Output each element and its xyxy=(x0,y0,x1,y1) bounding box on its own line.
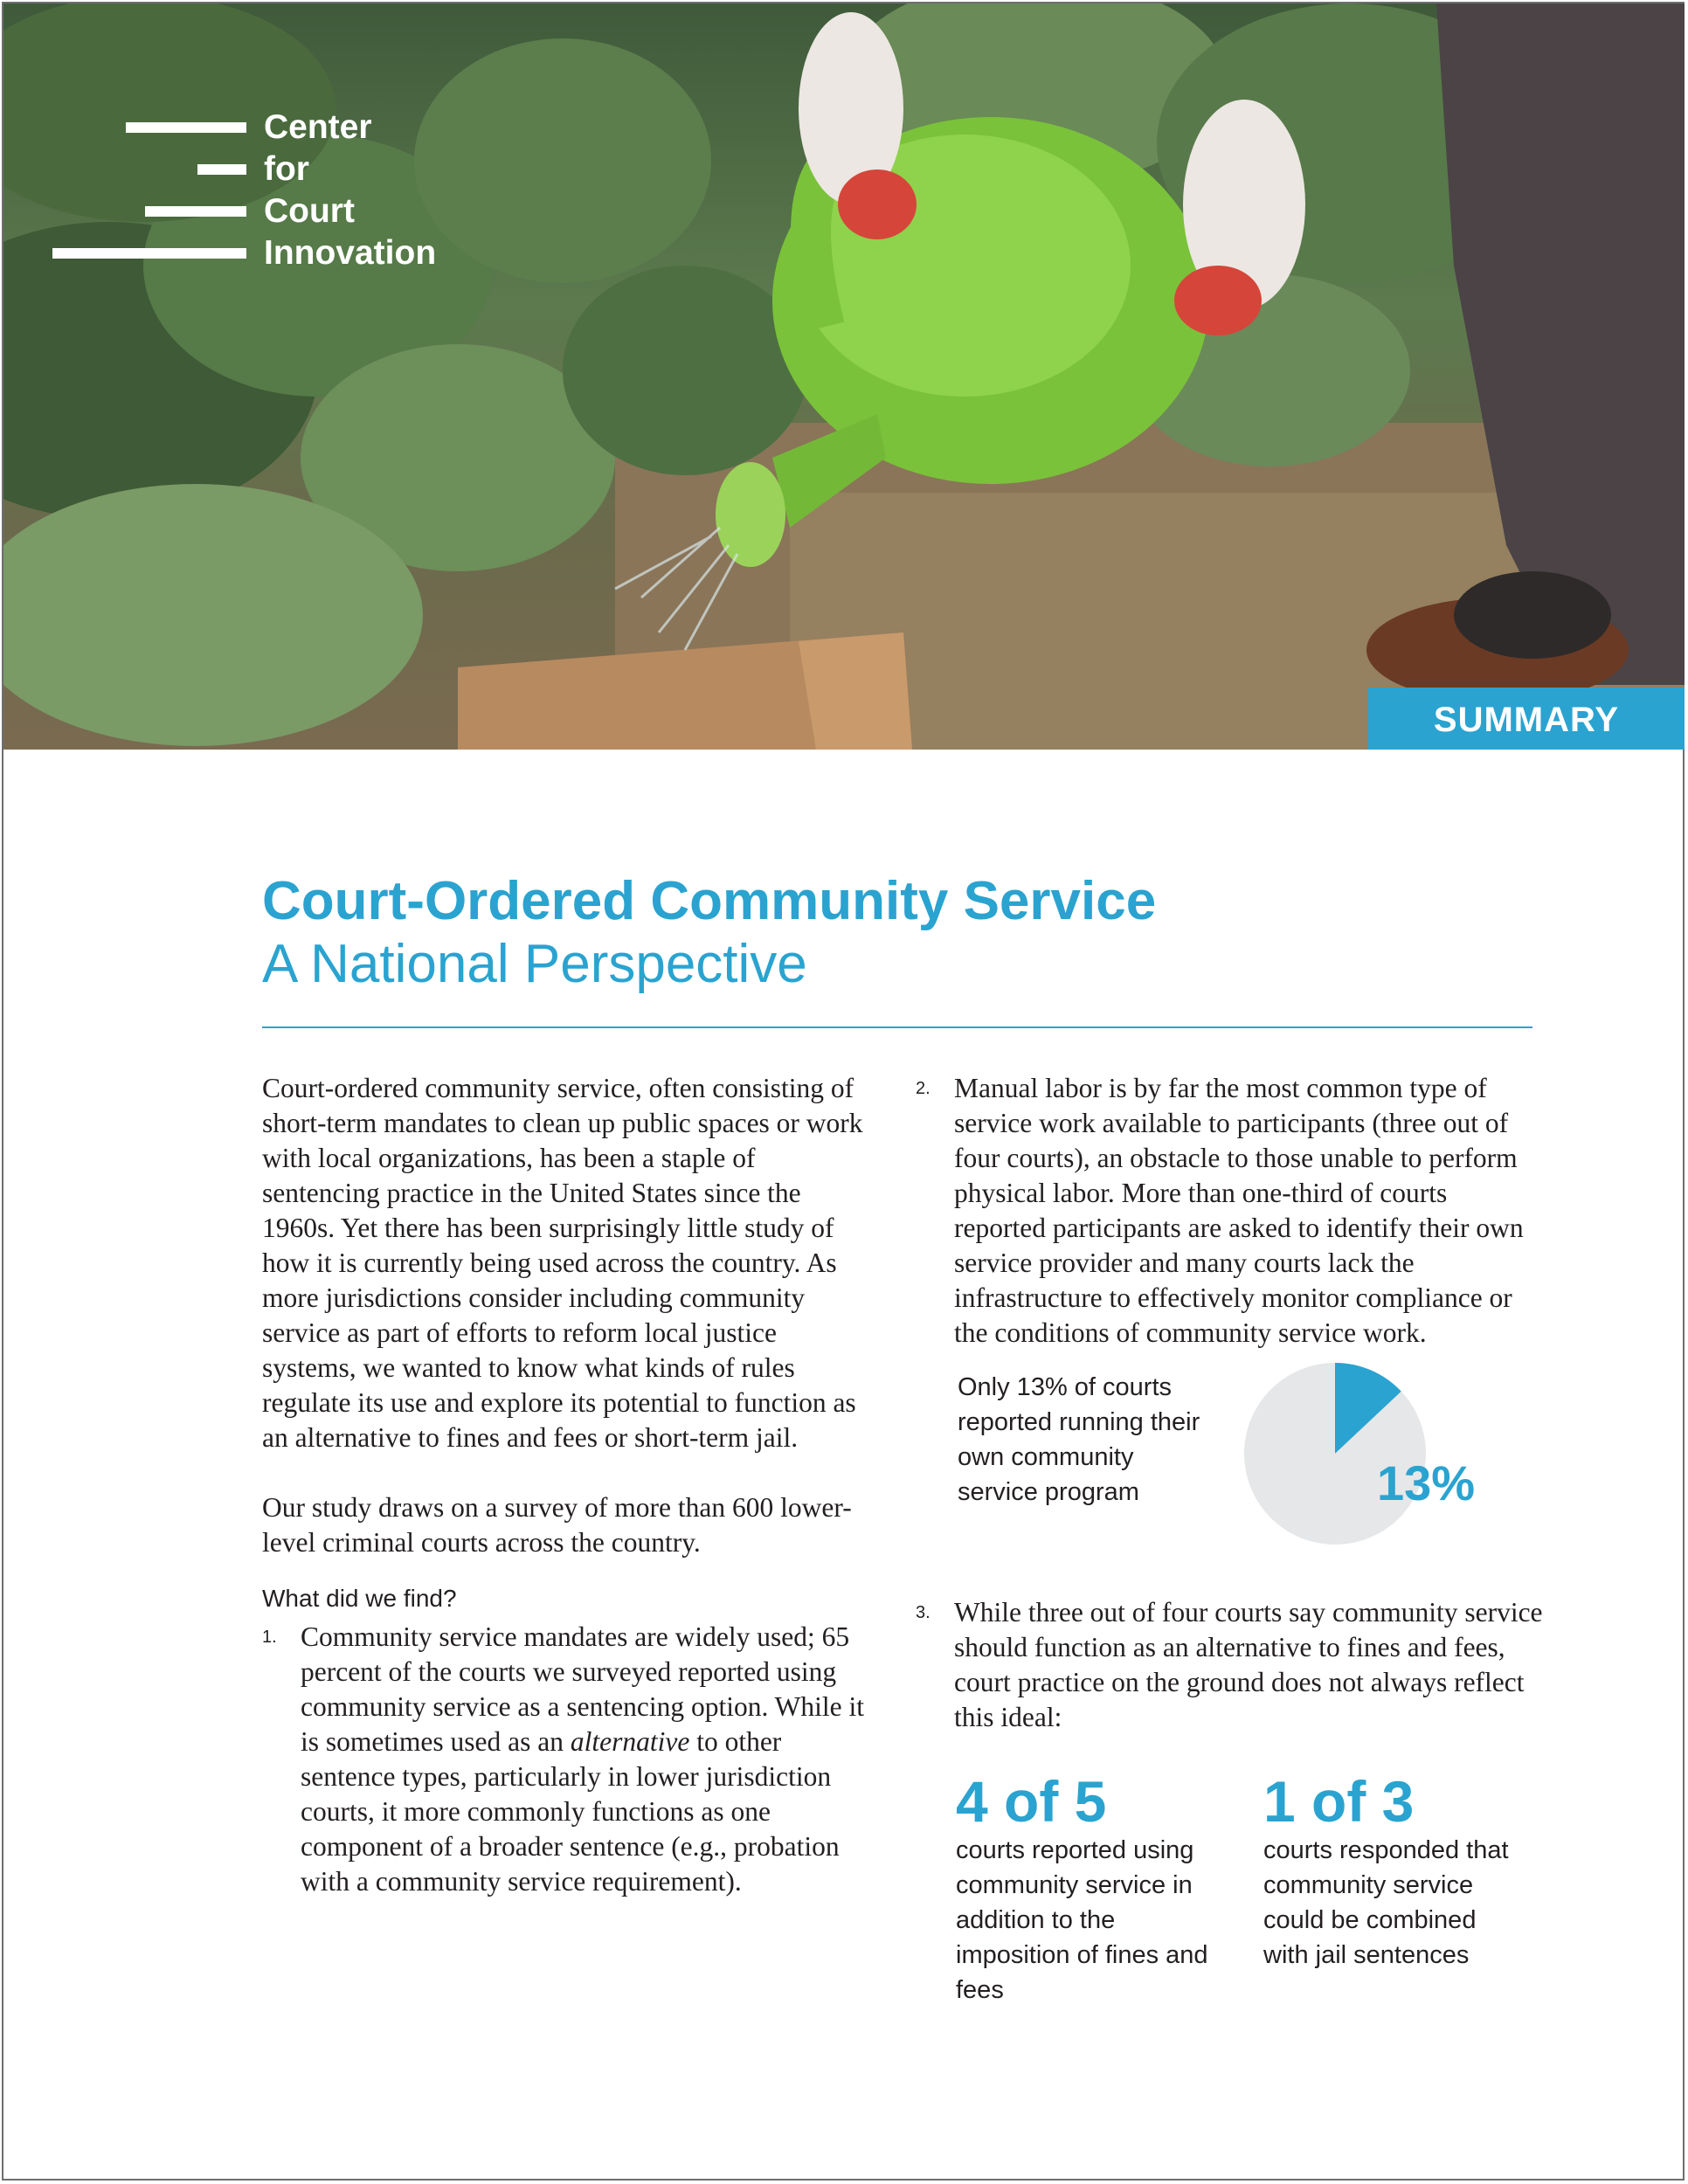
stat-description: courts responded that community service could be combined with jail sentences xyxy=(1263,1836,1509,1969)
left-column xyxy=(262,1071,874,1899)
stat-value: 4 of 5 xyxy=(956,1769,1107,1834)
finding-text: While three out of four courts say community service should function as an alternative to fines and fees, court practice on the ground does not always reflect this ideal: xyxy=(954,1597,1543,1732)
logo-bar-2 xyxy=(197,164,246,175)
alternative-emphasis: alternative xyxy=(570,1726,690,1757)
page-title xyxy=(262,870,1538,996)
title-main: Court-Ordered Community Service xyxy=(262,871,1157,931)
logo-line-center: Center xyxy=(264,108,372,146)
finding-number: 1. xyxy=(262,1628,277,1647)
finding-item-3 xyxy=(916,1595,1545,1735)
summary-tab: SUMMARY xyxy=(1368,688,1685,750)
hero-photo xyxy=(3,3,1685,750)
big-stats xyxy=(916,1770,1545,2015)
logo-line-innovation: Innovation xyxy=(264,234,437,272)
right-column xyxy=(916,1071,1545,2015)
logo-bar-1 xyxy=(126,122,246,133)
findings-heading: What did we find? xyxy=(262,1585,457,1612)
intro-paragraph: Court-ordered community service, often consisting of short-term mandates to clean up public spaces or work with local organizations, has been a staple of sentencing practice in the United States since the 1960s. Yet there has been surprisingly little study of how it is currently being used across the country. As more jurisdictions consider including community service as part of efforts to reform local justice systems, we wanted to know what kinds of rules regulate its use and explore its potential to function as an alternative to fines and fees or short-term jail. xyxy=(262,1073,863,1453)
logo-line-for: for xyxy=(264,150,309,188)
title-divider xyxy=(262,1026,1532,1028)
pie-stat-block xyxy=(916,1370,1545,1571)
finding-number: 2. xyxy=(916,1079,930,1098)
finding-text: Community service mandates are widely used; 65 percent of the courts we surveyed reported using community service as a sentencing option. While it is sometimes used as an alternative to other sentence types, particularly in lower jurisdiction courts, it more commonly functions as one component of a broader sentence (e.g., probation with a community service requirement). xyxy=(301,1621,865,1897)
logo-line-court: Court xyxy=(264,192,355,230)
finding-item-1 xyxy=(262,1620,874,1899)
pie-percent-label: 13% xyxy=(1377,1455,1476,1510)
stat-four-of-five xyxy=(956,1770,1218,2008)
logo-bar-4 xyxy=(52,248,246,259)
stat-one-of-three xyxy=(1263,1770,1525,1973)
garden-illustration xyxy=(3,3,1685,750)
finding-text: Manual labor is by far the most common type of service work available to participants (three out of four courts), an obstacle to those unable to perform physical labor. More than one-third of courts reported participants are asked to identify their own service provider and many courts lack the infrastructure to effectively monitor compliance or the conditions of community service work. xyxy=(954,1073,1524,1348)
finding-number: 3. xyxy=(916,1603,930,1622)
logo-wordmark xyxy=(264,107,491,274)
stat-description: courts reported using community service in addition to the imposition of fines and fees xyxy=(956,1836,1208,2004)
title-subtitle: A National Perspective xyxy=(262,934,807,994)
logo-bar-3 xyxy=(145,206,246,217)
stat-value: 1 of 3 xyxy=(1263,1769,1415,1834)
pie-chart xyxy=(1241,1359,1429,1548)
study-paragraph: Our study draws on a survey of more than 600 lower-level criminal courts across the country. xyxy=(262,1492,852,1558)
finding-item-2 xyxy=(916,1071,1545,1351)
pie-caption: Only 13% of courts reported running their own community service program xyxy=(958,1373,1200,1506)
